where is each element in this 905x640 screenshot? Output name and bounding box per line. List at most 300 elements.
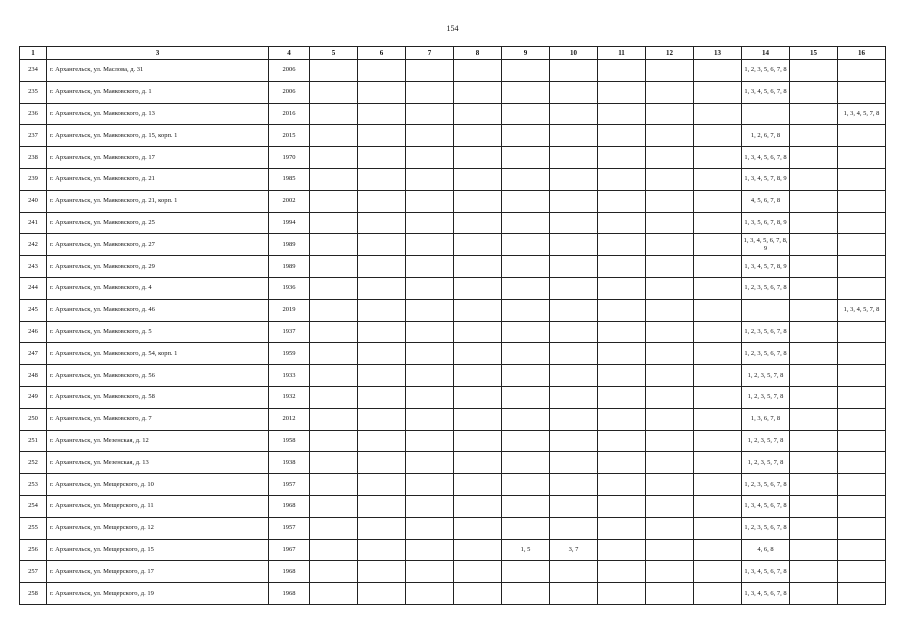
col7-cell: [406, 190, 454, 212]
year-cell: 1994: [269, 212, 310, 234]
col5-cell: [310, 234, 358, 256]
col16-cell: [838, 343, 886, 365]
col12-cell: [646, 365, 694, 387]
col10-cell: [550, 234, 598, 256]
col7-cell: [406, 430, 454, 452]
col6-cell: [358, 343, 406, 365]
col16-cell: [838, 321, 886, 343]
row-number: 255: [20, 517, 47, 539]
col9-cell: [502, 190, 550, 212]
col15-cell: [790, 408, 838, 430]
address-cell: г. Архангельск, ул. Маяковского, д. 27: [47, 234, 269, 256]
col15-cell: [790, 168, 838, 190]
col8-cell: [454, 168, 502, 190]
col11-cell: [598, 277, 646, 299]
col12-cell: [646, 81, 694, 103]
col5-cell: [310, 452, 358, 474]
register-table: [19, 46, 886, 605]
col11-cell: [598, 190, 646, 212]
table-row: [20, 256, 886, 278]
col9-cell: [502, 386, 550, 408]
col5-cell: [310, 168, 358, 190]
col15-cell: [790, 474, 838, 496]
col10-cell: [550, 212, 598, 234]
col10-cell: [550, 343, 598, 365]
col12-cell: [646, 539, 694, 561]
col10-cell: [550, 365, 598, 387]
col9-cell: [502, 583, 550, 605]
table-row: [20, 365, 886, 387]
table-row: [20, 212, 886, 234]
col14-cell: 1, 3, 4, 5, 6, 7, 8, 9: [742, 234, 790, 256]
col5-cell: [310, 321, 358, 343]
table-row: [20, 495, 886, 517]
address-cell: г. Архангельск, ул. Мещерского, д. 19: [47, 583, 269, 605]
year-cell: 2015: [269, 125, 310, 147]
table-row: [20, 234, 886, 256]
row-number: 243: [20, 256, 47, 278]
col6-cell: [358, 190, 406, 212]
col16-cell: [838, 386, 886, 408]
year-cell: 1936: [269, 277, 310, 299]
col7-cell: [406, 147, 454, 169]
col5-cell: [310, 561, 358, 583]
col10-cell: [550, 474, 598, 496]
col13-cell: [694, 343, 742, 365]
year-cell: 1957: [269, 517, 310, 539]
address-cell: г. Архангельск, ул. Маяковского, д. 17: [47, 147, 269, 169]
col13-cell: [694, 386, 742, 408]
col7-cell: [406, 495, 454, 517]
row-number: 251: [20, 430, 47, 452]
col10-cell: [550, 125, 598, 147]
col8-cell: [454, 561, 502, 583]
col14-cell: 1, 2, 6, 7, 8: [742, 125, 790, 147]
row-number: 239: [20, 168, 47, 190]
col16-cell: [838, 60, 886, 82]
col8-cell: [454, 452, 502, 474]
col11-cell: [598, 561, 646, 583]
col15-cell: [790, 517, 838, 539]
col7-cell: [406, 168, 454, 190]
col9-cell: [502, 452, 550, 474]
address-cell: г. Архангельск, ул. Маяковского, д. 56: [47, 365, 269, 387]
year-cell: 2002: [269, 190, 310, 212]
row-number: 257: [20, 561, 47, 583]
row-number: 235: [20, 81, 47, 103]
col6-cell: [358, 168, 406, 190]
column-header: 10: [550, 47, 598, 60]
table-row: [20, 561, 886, 583]
col9-cell: [502, 430, 550, 452]
col5-cell: [310, 212, 358, 234]
col14-cell: 1, 3, 4, 5, 6, 7, 8: [742, 147, 790, 169]
col14-cell: 1, 2, 3, 5, 7, 8: [742, 365, 790, 387]
col13-cell: [694, 212, 742, 234]
col7-cell: [406, 365, 454, 387]
col14-cell: 1, 2, 3, 5, 6, 7, 8: [742, 321, 790, 343]
table-row: [20, 474, 886, 496]
row-number: 253: [20, 474, 47, 496]
col15-cell: [790, 583, 838, 605]
col8-cell: [454, 517, 502, 539]
col14-cell: 1, 2, 3, 5, 7, 8: [742, 452, 790, 474]
col5-cell: [310, 256, 358, 278]
col7-cell: [406, 256, 454, 278]
col10-cell: [550, 561, 598, 583]
col15-cell: [790, 125, 838, 147]
col11-cell: [598, 495, 646, 517]
col16-cell: [838, 583, 886, 605]
col14-cell: 1, 2, 3, 5, 6, 7, 8: [742, 277, 790, 299]
col8-cell: [454, 539, 502, 561]
row-number: 236: [20, 103, 47, 125]
column-header: 5: [310, 47, 358, 60]
year-cell: 2006: [269, 81, 310, 103]
col6-cell: [358, 147, 406, 169]
col6-cell: [358, 256, 406, 278]
col12-cell: [646, 474, 694, 496]
col10-cell: [550, 277, 598, 299]
row-number: 248: [20, 365, 47, 387]
col14-cell: 1, 3, 4, 5, 6, 7, 8: [742, 495, 790, 517]
col14-cell: 1, 3, 6, 7, 8: [742, 408, 790, 430]
col10-cell: [550, 103, 598, 125]
row-number: 252: [20, 452, 47, 474]
col15-cell: [790, 430, 838, 452]
address-cell: г. Архангельск, ул. Маяковского, д. 4: [47, 277, 269, 299]
year-cell: 1968: [269, 495, 310, 517]
year-cell: 2019: [269, 299, 310, 321]
column-header: 11: [598, 47, 646, 60]
row-number: 258: [20, 583, 47, 605]
col16-cell: [838, 495, 886, 517]
col13-cell: [694, 408, 742, 430]
col7-cell: [406, 343, 454, 365]
col15-cell: [790, 81, 838, 103]
col11-cell: [598, 147, 646, 169]
table-row: [20, 517, 886, 539]
address-cell: г. Архангельск, ул. Маяковского, д. 21, корп. 1: [47, 190, 269, 212]
col10-cell: [550, 81, 598, 103]
col14-cell: 1, 2, 3, 5, 6, 7, 8: [742, 60, 790, 82]
col14-cell: 1, 2, 3, 5, 6, 7, 8: [742, 474, 790, 496]
col13-cell: [694, 474, 742, 496]
row-number: 250: [20, 408, 47, 430]
row-number: 256: [20, 539, 47, 561]
col16-cell: [838, 452, 886, 474]
col11-cell: [598, 168, 646, 190]
year-cell: 1932: [269, 386, 310, 408]
col7-cell: [406, 474, 454, 496]
year-cell: 2006: [269, 60, 310, 82]
col12-cell: [646, 583, 694, 605]
col8-cell: [454, 81, 502, 103]
col8-cell: [454, 495, 502, 517]
col6-cell: [358, 583, 406, 605]
col7-cell: [406, 408, 454, 430]
col15-cell: [790, 561, 838, 583]
col6-cell: [358, 277, 406, 299]
col8-cell: [454, 474, 502, 496]
col9-cell: [502, 408, 550, 430]
col8-cell: [454, 103, 502, 125]
col16-cell: [838, 147, 886, 169]
col15-cell: [790, 321, 838, 343]
col5-cell: [310, 474, 358, 496]
col11-cell: [598, 125, 646, 147]
row-number: 247: [20, 343, 47, 365]
col8-cell: [454, 212, 502, 234]
col15-cell: [790, 190, 838, 212]
col8-cell: [454, 343, 502, 365]
col12-cell: [646, 430, 694, 452]
col16-cell: [838, 190, 886, 212]
table-row: [20, 299, 886, 321]
col8-cell: [454, 147, 502, 169]
col5-cell: [310, 125, 358, 147]
col15-cell: [790, 539, 838, 561]
col9-cell: [502, 277, 550, 299]
col7-cell: [406, 125, 454, 147]
table-row: [20, 103, 886, 125]
col6-cell: [358, 452, 406, 474]
col7-cell: [406, 321, 454, 343]
col5-cell: [310, 539, 358, 561]
col7-cell: [406, 81, 454, 103]
col6-cell: [358, 561, 406, 583]
column-header: 3: [47, 47, 269, 60]
col10-cell: [550, 321, 598, 343]
col11-cell: [598, 517, 646, 539]
col9-cell: [502, 299, 550, 321]
col8-cell: [454, 430, 502, 452]
col9-cell: [502, 517, 550, 539]
col6-cell: [358, 234, 406, 256]
address-cell: г. Архангельск, ул. Маяковского, д. 54, корп. 1: [47, 343, 269, 365]
col11-cell: [598, 103, 646, 125]
row-number: 234: [20, 60, 47, 82]
col14-cell: 1, 2, 3, 5, 6, 7, 8: [742, 343, 790, 365]
col7-cell: [406, 234, 454, 256]
col16-cell: [838, 365, 886, 387]
table-row: [20, 125, 886, 147]
col8-cell: [454, 256, 502, 278]
col11-cell: [598, 321, 646, 343]
col5-cell: [310, 386, 358, 408]
address-cell: г. Архангельск, ул. Маяковского, д. 58: [47, 386, 269, 408]
col13-cell: [694, 561, 742, 583]
col8-cell: [454, 583, 502, 605]
col11-cell: [598, 408, 646, 430]
col10-cell: 3, 7: [550, 539, 598, 561]
col7-cell: [406, 299, 454, 321]
col10-cell: [550, 452, 598, 474]
col14-cell: 1, 3, 4, 5, 7, 8, 9: [742, 256, 790, 278]
col8-cell: [454, 408, 502, 430]
address-cell: г. Архангельск, ул. Мещерского, д. 15: [47, 539, 269, 561]
col6-cell: [358, 474, 406, 496]
col9-cell: [502, 60, 550, 82]
row-number: 254: [20, 495, 47, 517]
col10-cell: [550, 430, 598, 452]
col6-cell: [358, 365, 406, 387]
col5-cell: [310, 430, 358, 452]
year-cell: 1937: [269, 321, 310, 343]
col15-cell: [790, 277, 838, 299]
table-row: [20, 386, 886, 408]
row-number: 237: [20, 125, 47, 147]
col12-cell: [646, 386, 694, 408]
column-header: 6: [358, 47, 406, 60]
col15-cell: [790, 147, 838, 169]
col12-cell: [646, 256, 694, 278]
col10-cell: [550, 190, 598, 212]
column-header: 15: [790, 47, 838, 60]
col6-cell: [358, 125, 406, 147]
col6-cell: [358, 539, 406, 561]
col10-cell: [550, 517, 598, 539]
col8-cell: [454, 386, 502, 408]
year-cell: 1989: [269, 234, 310, 256]
col5-cell: [310, 277, 358, 299]
col15-cell: [790, 234, 838, 256]
col15-cell: [790, 103, 838, 125]
col12-cell: [646, 495, 694, 517]
col5-cell: [310, 190, 358, 212]
col10-cell: [550, 147, 598, 169]
col13-cell: [694, 430, 742, 452]
col16-cell: [838, 125, 886, 147]
col6-cell: [358, 60, 406, 82]
year-cell: 1985: [269, 168, 310, 190]
col10-cell: [550, 583, 598, 605]
col9-cell: [502, 212, 550, 234]
col7-cell: [406, 103, 454, 125]
col12-cell: [646, 452, 694, 474]
address-cell: г. Архангельск, ул. Маяковского, д. 21: [47, 168, 269, 190]
col12-cell: [646, 234, 694, 256]
col15-cell: [790, 495, 838, 517]
col16-cell: [838, 539, 886, 561]
col13-cell: [694, 256, 742, 278]
col13-cell: [694, 452, 742, 474]
address-cell: г. Архангельск, ул. Маяковского, д. 29: [47, 256, 269, 278]
col12-cell: [646, 321, 694, 343]
col7-cell: [406, 583, 454, 605]
address-cell: г. Архангельск, ул. Маяковского, д. 5: [47, 321, 269, 343]
col13-cell: [694, 103, 742, 125]
col9-cell: [502, 256, 550, 278]
col5-cell: [310, 60, 358, 82]
address-cell: г. Архангельск, ул. Мещерского, д. 11: [47, 495, 269, 517]
col9-cell: [502, 234, 550, 256]
col7-cell: [406, 452, 454, 474]
row-number: 238: [20, 147, 47, 169]
col14-cell: 1, 2, 3, 5, 7, 8: [742, 430, 790, 452]
col15-cell: [790, 299, 838, 321]
col16-cell: [838, 517, 886, 539]
column-header: 16: [838, 47, 886, 60]
col7-cell: [406, 212, 454, 234]
row-number: 244: [20, 277, 47, 299]
col9-cell: [502, 103, 550, 125]
address-cell: г. Архангельск, ул. Мещерского, д. 17: [47, 561, 269, 583]
col10-cell: [550, 60, 598, 82]
table-row: [20, 452, 886, 474]
row-number: 249: [20, 386, 47, 408]
col6-cell: [358, 495, 406, 517]
col9-cell: [502, 81, 550, 103]
col5-cell: [310, 365, 358, 387]
col16-cell: [838, 234, 886, 256]
year-cell: 1958: [269, 430, 310, 452]
year-cell: 1933: [269, 365, 310, 387]
col13-cell: [694, 60, 742, 82]
col12-cell: [646, 147, 694, 169]
col12-cell: [646, 277, 694, 299]
col15-cell: [790, 386, 838, 408]
col13-cell: [694, 125, 742, 147]
col12-cell: [646, 125, 694, 147]
col11-cell: [598, 234, 646, 256]
year-cell: 1967: [269, 539, 310, 561]
col11-cell: [598, 583, 646, 605]
col14-cell: 4, 5, 6, 7, 8: [742, 190, 790, 212]
header-row: [20, 47, 886, 60]
col15-cell: [790, 60, 838, 82]
col8-cell: [454, 234, 502, 256]
col15-cell: [790, 365, 838, 387]
column-header: 1: [20, 47, 47, 60]
col12-cell: [646, 517, 694, 539]
address-cell: г. Архангельск, ул. Мезенская, д. 12: [47, 430, 269, 452]
column-header: 9: [502, 47, 550, 60]
year-cell: 1968: [269, 583, 310, 605]
col7-cell: [406, 386, 454, 408]
col14-cell: 1, 3, 4, 5, 6, 7, 8: [742, 561, 790, 583]
col12-cell: [646, 190, 694, 212]
col7-cell: [406, 60, 454, 82]
row-number: 242: [20, 234, 47, 256]
address-cell: г. Архангельск, ул. Маяковского, д. 25: [47, 212, 269, 234]
col14-cell: 1, 2, 3, 5, 6, 7, 8: [742, 517, 790, 539]
column-header: 13: [694, 47, 742, 60]
table-row: [20, 321, 886, 343]
column-header: 14: [742, 47, 790, 60]
col7-cell: [406, 539, 454, 561]
col13-cell: [694, 299, 742, 321]
year-cell: 2016: [269, 103, 310, 125]
row-number: 245: [20, 299, 47, 321]
col5-cell: [310, 81, 358, 103]
col15-cell: [790, 212, 838, 234]
col12-cell: [646, 299, 694, 321]
col13-cell: [694, 277, 742, 299]
col8-cell: [454, 299, 502, 321]
col6-cell: [358, 212, 406, 234]
col8-cell: [454, 365, 502, 387]
col16-cell: 1, 3, 4, 5, 7, 8: [838, 299, 886, 321]
address-cell: г. Архангельск, ул. Маслова, д. 31: [47, 60, 269, 82]
col13-cell: [694, 517, 742, 539]
col6-cell: [358, 103, 406, 125]
year-cell: 1968: [269, 561, 310, 583]
year-cell: 1957: [269, 474, 310, 496]
col9-cell: [502, 343, 550, 365]
col11-cell: [598, 81, 646, 103]
table-row: [20, 539, 886, 561]
